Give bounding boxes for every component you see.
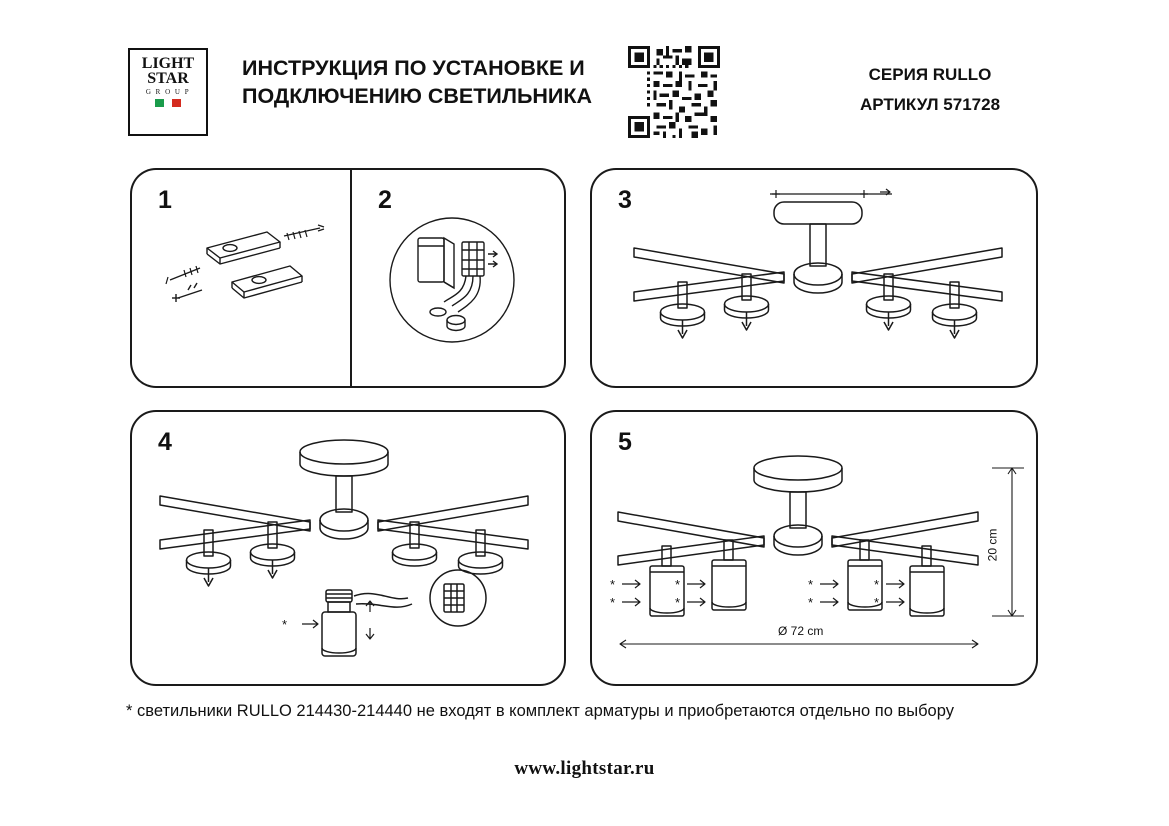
step-panel-5 (590, 410, 1038, 686)
step-panel-2 (350, 168, 566, 388)
series-info (800, 60, 1060, 120)
step-4-illustration (132, 412, 568, 688)
step-1-illustration (132, 170, 354, 390)
svg-text:*: * (282, 617, 288, 632)
brand-logo (128, 48, 208, 136)
italy-flag-icon (155, 99, 181, 107)
logo-group-text: G R O U P (145, 88, 191, 96)
step-3-illustration (592, 170, 1040, 390)
website-url: www.lightstar.ru (514, 758, 655, 779)
logo-line-2: STAR (147, 70, 189, 87)
footnote: * светильники RULLO 214430-214440 не входят в комплект арматуры и приобретаются отдельно по выбору (126, 702, 954, 720)
qr-code-icon (628, 46, 720, 138)
svg-text:*: * (874, 577, 880, 592)
step-number-3: 3 (618, 186, 632, 214)
svg-text:*: * (808, 577, 814, 592)
step-number-2: 2 (378, 186, 392, 214)
header (120, 40, 1060, 140)
diameter-dimension-label: Ø 72 cm (778, 624, 824, 638)
height-dimension-label: 20 cm (985, 528, 1000, 562)
series-label: СЕРИЯ RULLO (868, 65, 992, 84)
svg-text:*: * (808, 595, 814, 610)
step-panel-1 (130, 168, 352, 388)
step-panel-3 (590, 168, 1038, 388)
svg-text:*: * (675, 577, 681, 592)
step-number-4: 4 (158, 428, 172, 456)
logo-line-1: LIGHT (141, 55, 195, 72)
panel-divider (350, 168, 352, 388)
step-panel-4 (130, 410, 566, 686)
svg-text:*: * (610, 595, 616, 610)
step-2-illustration (352, 170, 568, 390)
svg-text:*: * (874, 595, 880, 610)
svg-text:*: * (610, 577, 616, 592)
step-number-5: 5 (618, 428, 632, 456)
page-title: ИНСТРУКЦИЯ ПО УСТАНОВКЕ И ПОДКЛЮЧЕНИЮ СВЕТИЛЬНИКА (242, 56, 593, 108)
svg-text:*: * (675, 595, 681, 610)
step-number-1: 1 (158, 186, 172, 214)
step-5-illustration (592, 412, 1040, 688)
article-label: АРТИКУЛ 571728 (859, 95, 1001, 114)
